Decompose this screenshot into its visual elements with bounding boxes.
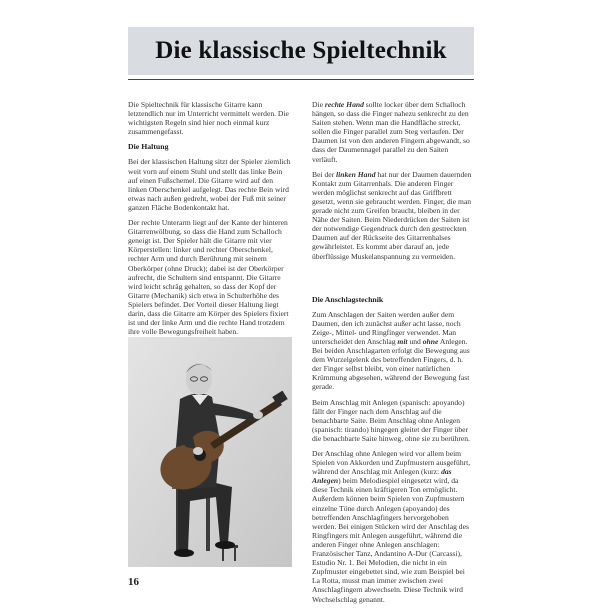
page-number: 16	[128, 576, 139, 588]
anschlag-p1-mid: und	[407, 336, 423, 346]
anschlag-paragraph-1	[312, 310, 474, 392]
right-column	[312, 100, 474, 610]
anschlag-p3-post: ) beim Melodiespiel eingesetzt wird, da diese Technik einen kräftigeren Ton ermöglicht. Außerdem können beim Spielen von Zupfmustern einzelne Töne durch Anlegen (apoyando) des betreffenden Anschlagfingers hervorgehoben werden. Bei einigen Stücken wird der Anschlag des Ringfingers mit Anlegen ausgeführt, während die anderen Finger ohne Anlegen anschlagen: Französischer Tanz, Andantino A-Dur (Carcassi), Estudio Nr. 1. Bei Melodien, die nicht in ein Zupfmuster eingebettet sind, wie zum Beispiel bei La Rotta, musst man immer zwischen zwei Anschlagfingern abwechseln. Diese Technik wird Wechselschlag genannt.	[312, 476, 469, 604]
linke-hand-em: linken Hand	[336, 169, 376, 179]
haltung-paragraph-1: Bei der klassischen Haltung sitzt der Spieler ziemlich weit vorn auf einem Stuhl und stellt das linke Bein auf einen Fußschemel. Die Gitarre wird auf den linken Oberschenkel aufgelegt. Das rechte Bein wird etwas nach außen gedreht, wobei der Fuß mit seiner ganzen Fläche Bodenkontakt hat.	[128, 157, 291, 212]
linke-hand-paragraph	[312, 170, 474, 261]
guitarist-illustration	[128, 337, 292, 567]
title-rule	[128, 79, 474, 80]
intro-paragraph: Die Spieltechnik für klassische Gitarre kann letztendlich nur im Unterricht vermittelt werden. Die wichtigsten Regeln sind hier noch einmal kurz zusammengefasst.	[128, 100, 289, 137]
anschlag-anlegen-em: das Anlegen	[312, 467, 452, 486]
anschlag-paragraph-3	[312, 449, 474, 604]
haltung-heading: Die Haltung	[128, 142, 169, 152]
guitarist-photo	[128, 337, 292, 567]
page-title: Die klassische Spieltechnik	[155, 37, 447, 64]
anschlag-mit-em: mit	[397, 336, 408, 346]
rechte-hand-post: sollte locker über dem Schalloch hängen, so dass die Finger nahezu senkrecht zu den Saiten stehen. Wenn man die Handfläche streckt, sollen die Finger parallel zum Steg verlaufen. Der Daumen ist von den anderen Fingern abgewandt, so dass der Daumennagel parallel zu den Saiten verläuft.	[312, 100, 470, 164]
haltung-paragraph-2: Der rechte Unterarm liegt auf der Kante der hinteren Gitarrenwölbung, so dass die Hand zum Schalloch geneigt ist. Der Spieler hält die Gitarre mit vier Körperstellen: linker und rechter Oberschenkel, rechter Arm und durch Berührung mit seinem Oberkörper (ohne Druck); dabei ist der Oberkörper aufrecht, die Schultern sind entspannt. Die Gitarre wird leicht schräg gehalten, so dass der Kopf der Gitarre (Mechanik) sich etwa in Schulterhöhe des Spielers befindet. Der Vorteil dieser Haltung liegt darin, dass die Gitarre am Körper des Spielers fixiert ist und der linke Arm und die rechte Hand trotzdem ihre volle Bewegungsfreiheit haben.	[128, 218, 289, 337]
linke-hand-post: hat nur der Daumen dauernden Kontakt zum Gitarrenhals. Die anderen Finger werden möglichst senkrecht auf das Griffbrett gesetzt, wenn sie gebraucht werden. Finger, die man gerade nicht zum Greifen braucht, bleiben in der Nähe der Saiten. Beim Niederdrücken der Saiten ist der notwendige Gegendruck durch den gestreckten Daumen auf der Rückseite des Gitarrenhalses gewährleistet. Es kommt aber darauf an, jede überflüssige Muskelanspannung zu vermeiden.	[312, 169, 472, 261]
rechte-hand-paragraph	[312, 100, 474, 164]
anschlag-p1-post: Anlegen. Bei beiden Anschlagarten erfolgt die Bewegung aus dem Wurzelgelenk des betreffenden Fingers, d. h. der Finger selbst bleibt, von einer natürlichen Krümmung abgesehen, während der Bewegung fast gerade.	[312, 336, 470, 392]
anschlag-paragraph-2: Beim Anschlag mit Anlegen (spanisch: apoyando) fällt der Finger nach dem Anschlag auf die benachbarte Saite. Beim Anschlag ohne Anlegen (spanisch: tirando) hingegen gleitet der Finger über die benachbarte Saite hinweg, ohne sie zu berühren.	[312, 397, 470, 443]
rechte-hand-em: rechte Hand	[324, 100, 364, 109]
spacer	[312, 267, 474, 295]
linke-hand-pre: Bei der	[312, 169, 337, 179]
rechte-hand-pre: Die	[312, 100, 325, 109]
left-column	[128, 100, 292, 342]
anschlag-heading: Die Anschlagstechnik	[312, 294, 384, 304]
anschlag-p1-pre: Zum Anschlagen der Saiten werden außer dem Daumen, den ich zunächst außer acht lasse, noch Zeige-, Mittel- und Ringfinger verwendet. Man unterscheidet den Anschlag	[312, 309, 461, 346]
anschlag-p3-pre: Der Anschlag ohne Anlegen wird vor allem beim Spielen von Akkorden und Zupfmustern ausgeführt, während der Anschlag mit Anlegen (kurz:	[312, 449, 471, 477]
title-band	[128, 27, 474, 75]
anschlag-ohne-em: ohne	[422, 336, 439, 346]
